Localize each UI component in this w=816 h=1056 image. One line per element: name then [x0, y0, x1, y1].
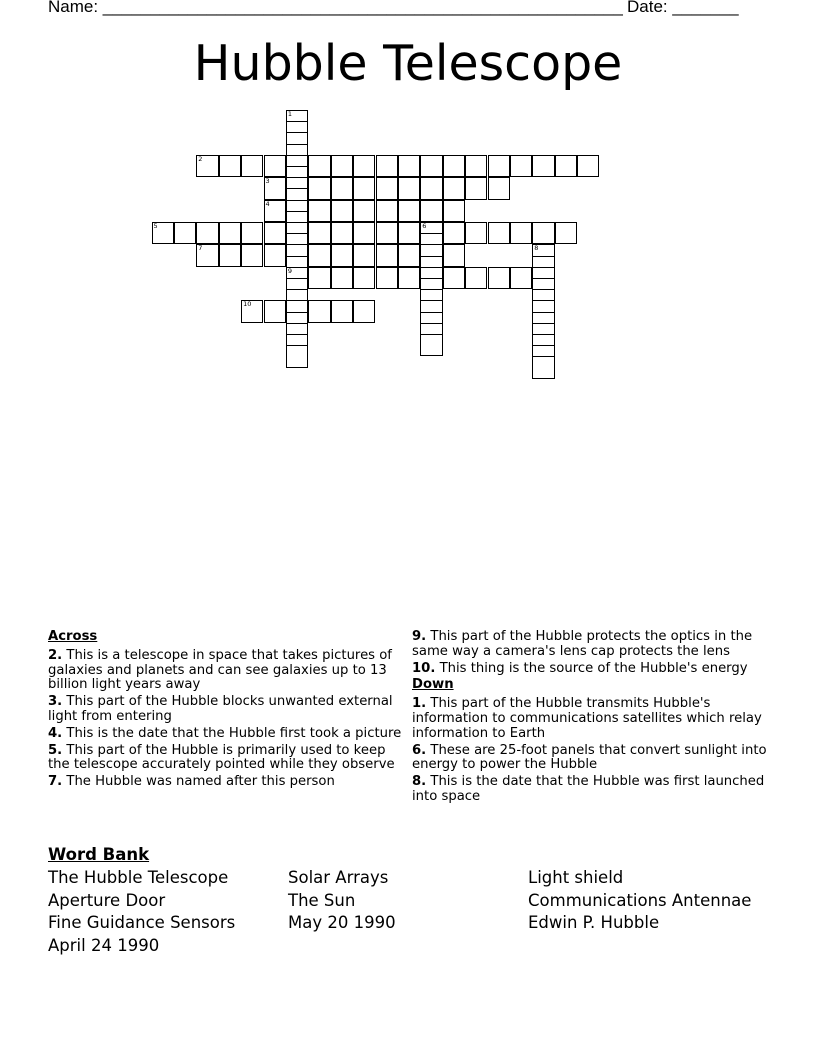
puzzle-title: Hubble Telescope [193, 35, 623, 92]
clue-number: 7. [48, 774, 63, 790]
crossword-cell[interactable] [331, 267, 353, 289]
clue-text: This part of the Hubble transmits Hubble's information to communications satellites which relay information to Earth [412, 696, 762, 741]
crossword-cell[interactable] [331, 244, 353, 266]
crossword-cell[interactable] [420, 177, 442, 199]
crossword-cell[interactable] [376, 200, 398, 222]
clue-text: This part of the Hubble protects the optics in the same way a camera's lens cap protects the lens [412, 629, 753, 659]
crossword-cell[interactable] [376, 177, 398, 199]
clue-number: 6. [412, 742, 427, 758]
clue-number: 8. [412, 774, 427, 790]
crossword-cell[interactable] [353, 200, 375, 222]
word-bank-column-3 [528, 867, 751, 935]
crossword-cell[interactable] [241, 244, 263, 266]
crossword-cell[interactable] [443, 200, 465, 222]
crossword-cell[interactable] [308, 200, 330, 222]
crossword-cell[interactable] [376, 155, 398, 177]
crossword-cell[interactable] [443, 222, 465, 244]
crossword-cell[interactable] [465, 177, 487, 199]
crossword-cell[interactable] [308, 267, 330, 289]
clue-item [412, 744, 777, 774]
crossword-cell[interactable] [376, 222, 398, 244]
clue-number: 4 [265, 199, 270, 208]
crossword-cell[interactable] [443, 177, 465, 199]
crossword-cell[interactable] [264, 222, 286, 244]
crossword-cell[interactable] [398, 155, 420, 177]
crossword-cell[interactable] [555, 222, 577, 244]
crossword-cell[interactable] [308, 155, 330, 177]
clue-number: 9 [287, 266, 293, 275]
clue-text: This is the date that the Hubble was first launched into space [412, 774, 765, 804]
down-heading: Down [412, 677, 454, 693]
clue-number: 5 [153, 222, 158, 230]
crossword-cell[interactable] [465, 155, 487, 177]
clue-number: 1. [412, 696, 427, 712]
crossword-cell[interactable] [264, 177, 286, 199]
crossword-cell[interactable] [353, 244, 375, 266]
crossword-cell[interactable] [577, 155, 599, 177]
crossword-cell[interactable] [196, 222, 218, 244]
word-bank-item: Aperture Door [48, 890, 166, 910]
clue-item [412, 662, 777, 677]
clue-number: 10 [243, 300, 252, 309]
crossword-cell[interactable] [465, 267, 487, 289]
crossword-cell[interactable] [443, 244, 465, 266]
crossword-cell[interactable] [555, 155, 577, 177]
crossword-cell[interactable] [510, 267, 532, 289]
crossword-cell[interactable] [241, 155, 263, 177]
clue-number: 8 [534, 244, 539, 253]
crossword-cell[interactable] [488, 155, 510, 177]
clue-number: 2. [48, 647, 63, 663]
crossword-cell[interactable] [353, 222, 375, 244]
crossword-cell[interactable] [308, 244, 330, 266]
clue-text: This part of the Hubble blocks unwanted external light from entering [48, 694, 393, 724]
clues-column-right [412, 630, 777, 807]
crossword-cell[interactable] [420, 334, 442, 356]
crossword-cell[interactable] [219, 244, 241, 266]
clue-text: This is a telescope in space that takes pictures of galaxies and planets and can see galaxies up to 13 billion light years away [48, 647, 392, 693]
crossword-cell[interactable] [353, 267, 375, 289]
crossword-cell[interactable] [353, 177, 375, 199]
crossword-cell[interactable] [241, 300, 263, 322]
clue-text: This is the date that the Hubble first took a picture [66, 725, 402, 741]
crossword-cell[interactable] [331, 222, 353, 244]
crossword-cell[interactable] [308, 300, 330, 322]
clue-item [412, 697, 777, 741]
word-bank-item: Solar Arrays [288, 868, 389, 887]
clue-text: The Hubble was named after this person [66, 774, 335, 790]
clues-column-left [48, 630, 403, 792]
clue-number: 10. [412, 660, 436, 676]
word-bank-item: The Hubble Telescope [48, 868, 229, 887]
crossword-cell[interactable] [308, 222, 330, 244]
clue-item [412, 630, 777, 660]
crossword-cell[interactable] [420, 155, 442, 177]
down-clue-list [412, 697, 777, 805]
crossword-cell[interactable] [465, 222, 487, 244]
clue-item [48, 775, 403, 790]
crossword-cell[interactable] [532, 155, 554, 177]
clue-text: These are 25-foot panels that convert sunlight into energy to power the Hubble [412, 742, 767, 773]
crossword-cell[interactable] [264, 244, 286, 266]
word-bank-item: Communications Antennae [528, 890, 752, 910]
word-bank-column-2 [288, 867, 396, 935]
crossword-cell[interactable] [443, 155, 465, 177]
clue-number: 1 [287, 110, 293, 118]
crossword-cell[interactable] [174, 222, 196, 244]
crossword-cell[interactable] [420, 200, 442, 222]
clue-number: 3 [265, 177, 270, 186]
crossword-cell[interactable] [264, 200, 286, 222]
word-bank-item: April 24 1990 [48, 935, 160, 955]
crossword-cell[interactable] [196, 155, 218, 177]
crossword-cell[interactable] [510, 155, 532, 177]
crossword-cell[interactable] [488, 222, 510, 244]
crossword-cell[interactable] [331, 155, 353, 177]
across-heading: Across [48, 629, 98, 644]
clue-number: 9. [412, 629, 427, 644]
clue-number: 6 [422, 222, 427, 230]
word-bank-item: Fine Guidance Sensors [48, 913, 236, 933]
date-field-label: Date: _______ [627, 0, 739, 16]
name-field-label: Name: _______________________________________________________ [48, 0, 623, 16]
clue-item [412, 775, 777, 805]
crossword-cell[interactable] [510, 222, 532, 244]
crossword-cell[interactable] [398, 244, 420, 266]
crossword-cell[interactable] [219, 222, 241, 244]
crossword-cell[interactable] [331, 177, 353, 199]
crossword-cell[interactable] [331, 200, 353, 222]
crossword-cell[interactable] [219, 155, 241, 177]
clue-number: 3. [48, 694, 63, 710]
clue-number: 2 [198, 154, 203, 163]
crossword-cell[interactable] [532, 222, 554, 244]
clue-number: 5. [48, 742, 63, 758]
crossword-cell[interactable] [488, 267, 510, 289]
crossword-cell[interactable] [398, 222, 420, 244]
clue-item [48, 744, 403, 774]
word-bank-item: May 20 1990 [288, 913, 396, 933]
word-bank-item: Light shield [528, 868, 624, 887]
clue-number: 7 [198, 244, 203, 253]
across-clue-list [48, 649, 403, 790]
crossword-cell[interactable] [376, 267, 398, 289]
crossword-cell[interactable] [331, 300, 353, 322]
crossword-cell[interactable] [286, 345, 308, 367]
crossword-cell[interactable] [353, 155, 375, 177]
across-clue-list-continued [412, 630, 777, 676]
clue-item [48, 695, 403, 725]
clue-text: This thing is the source of the Hubble's energy [439, 660, 748, 676]
word-bank-title: Word Bank [48, 845, 150, 864]
word-bank-column-1 [48, 867, 235, 957]
crossword-cell[interactable] [264, 300, 286, 322]
crossword-cell[interactable] [196, 244, 218, 266]
crossword-cell[interactable] [532, 356, 554, 378]
clue-number: 4. [48, 725, 63, 741]
crossword-cell[interactable] [398, 267, 420, 289]
crossword-cell[interactable] [376, 244, 398, 266]
crossword-cell[interactable] [308, 177, 330, 199]
crossword-cell[interactable] [264, 155, 286, 177]
crossword-cell[interactable] [488, 177, 510, 199]
clue-item [48, 649, 403, 693]
clue-text: This part of the Hubble is primarily used to keep the telescope accurately pointed while they observe [48, 742, 395, 773]
crossword-cell[interactable] [398, 177, 420, 199]
clue-item [48, 727, 403, 742]
crossword-cell[interactable] [152, 222, 174, 244]
crossword-cell[interactable] [353, 300, 375, 322]
crossword-cell[interactable] [443, 267, 465, 289]
crossword-cell[interactable] [241, 222, 263, 244]
word-bank-item: The Sun [288, 890, 356, 910]
crossword-cell[interactable] [398, 200, 420, 222]
word-bank-item: Edwin P. Hubble [528, 913, 660, 933]
